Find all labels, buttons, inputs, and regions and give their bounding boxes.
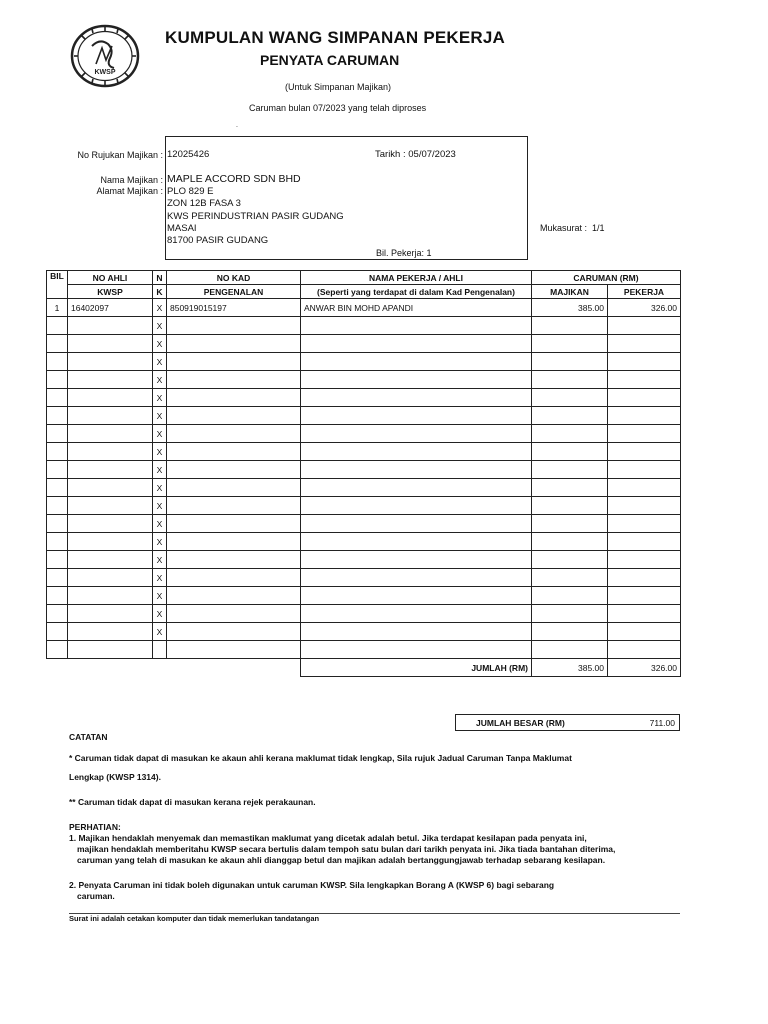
col-no-ahli: NO AHLI <box>68 271 153 285</box>
row-ic <box>167 443 301 461</box>
row-nk: X <box>153 515 167 533</box>
row-kwsp <box>68 551 153 569</box>
catatan-title: CATATAN <box>69 732 108 742</box>
row-name <box>301 389 532 407</box>
table-row <box>47 443 681 461</box>
row-bil <box>47 353 68 371</box>
row-nk: X <box>153 605 167 623</box>
row-name <box>301 605 532 623</box>
address-line: PLO 829 E <box>167 186 214 197</box>
catatan-note-1-cont: Lengkap (KWSP 1314). <box>69 772 161 782</box>
ref-value: 12025426 <box>167 149 210 160</box>
col-nama-note: (Seperti yang terdapat di dalam Kad Pengenalan) <box>301 285 532 299</box>
row-bil <box>47 371 68 389</box>
row-majikan <box>532 407 608 425</box>
perhatian-1: 1. Majikan hendaklah menyemak dan memastikan maklumat yang dicetak adalah betul. Jika terdapat kesilapan pada penyata ini, <box>69 833 587 843</box>
row-kwsp <box>68 389 153 407</box>
row-ic <box>167 551 301 569</box>
table-row <box>47 425 681 443</box>
row-kwsp <box>68 641 153 659</box>
kwsp-logo <box>70 24 140 88</box>
row-majikan <box>532 587 608 605</box>
row-ic <box>167 371 301 389</box>
col-caruman: CARUMAN (RM) <box>532 271 681 285</box>
employer-name: MAPLE ACCORD SDN BHD <box>167 173 301 185</box>
row-nk: X <box>153 587 167 605</box>
table-row <box>47 353 681 371</box>
row-ic <box>167 407 301 425</box>
row-kwsp <box>68 605 153 623</box>
address-line: KWS PERINDUSTRIAN PASIR GUDANG <box>167 210 344 222</box>
row-kwsp <box>68 623 153 641</box>
address-line: MASAI <box>167 222 197 234</box>
row-majikan <box>532 353 608 371</box>
row-nk: X <box>153 335 167 353</box>
row-majikan <box>532 443 608 461</box>
row-bil: 1 <box>47 299 68 317</box>
row-bil <box>47 389 68 407</box>
address-line: 81700 PASIR GUDANG <box>167 235 269 247</box>
row-majikan <box>532 335 608 353</box>
row-bil <box>47 605 68 623</box>
row-majikan <box>532 371 608 389</box>
date-field <box>375 149 456 160</box>
col-pekerja: PEKERJA <box>608 285 681 299</box>
row-pekerja <box>608 587 681 605</box>
row-pekerja: 326.00 <box>608 299 681 317</box>
row-pekerja <box>608 479 681 497</box>
row-name <box>301 335 532 353</box>
row-pekerja <box>608 605 681 623</box>
table-row <box>47 317 681 335</box>
worker-count-value: 1 <box>426 248 432 258</box>
row-bil <box>47 497 68 515</box>
table-row <box>47 389 681 407</box>
row-nk: X <box>153 299 167 317</box>
row-name <box>301 443 532 461</box>
table-row <box>47 407 681 425</box>
col-kwsp: KWSP <box>68 285 153 299</box>
row-pekerja <box>608 461 681 479</box>
row-pekerja <box>608 623 681 641</box>
worker-count-label: Bil. Pekerja: <box>376 248 425 258</box>
row-name <box>301 623 532 641</box>
col-nama: NAMA PEKERJA / AHLI <box>301 271 532 285</box>
row-name <box>301 407 532 425</box>
row-ic <box>167 389 301 407</box>
perhatian-1-cont: majikan hendaklah memberitahu KWSP secara bertulis dalam tempoh satu bulan dari tarikh penyata ini. Jika tiada bantahan diterima, <box>77 844 616 854</box>
row-kwsp <box>68 443 153 461</box>
row-kwsp <box>68 407 153 425</box>
row-ic <box>167 353 301 371</box>
row-bil <box>47 551 68 569</box>
perhatian-1-cont2: caruman yang telah di masukan ke akaun ahli dianggap betul dan majikan adalah bertanggungjawab terhadap sebarang kesilapan. <box>77 855 606 865</box>
row-pekerja <box>608 569 681 587</box>
table-row <box>47 479 681 497</box>
row-majikan <box>532 533 608 551</box>
row-ic <box>167 569 301 587</box>
header-row <box>47 271 681 285</box>
row-nk: X <box>153 551 167 569</box>
statement-subtitle: (Untuk Simpanan Majikan) <box>285 82 392 92</box>
table-row <box>47 551 681 569</box>
row-nk: X <box>153 443 167 461</box>
row-nk: X <box>153 497 167 515</box>
processed-note: Caruman bulan 07/2023 yang telah diproses <box>249 103 427 113</box>
row-pekerja <box>608 353 681 371</box>
row-kwsp <box>68 533 153 551</box>
row-bil <box>47 623 68 641</box>
table-row <box>47 605 681 623</box>
name-label: Nama Majikan : <box>100 175 163 185</box>
row-ic <box>167 623 301 641</box>
row-bil <box>47 407 68 425</box>
row-bil <box>47 587 68 605</box>
date-label: Tarikh : <box>375 149 406 160</box>
address-label: Alamat Majikan : <box>96 186 163 196</box>
row-nk: X <box>153 461 167 479</box>
row-name <box>301 317 532 335</box>
row-kwsp <box>68 317 153 335</box>
row-ic <box>167 335 301 353</box>
row-nk: X <box>153 353 167 371</box>
row-pekerja <box>608 515 681 533</box>
row-name <box>301 479 532 497</box>
row-bil <box>47 515 68 533</box>
perhatian-2-cont: caruman. <box>77 891 115 901</box>
row-ic <box>167 479 301 497</box>
row-majikan <box>532 515 608 533</box>
row-name <box>301 551 532 569</box>
row-name: ANWAR BIN MOHD APANDI <box>301 299 532 317</box>
table-row <box>47 515 681 533</box>
ref-label: No Rujukan Majikan : <box>77 150 163 160</box>
table-row <box>47 461 681 479</box>
row-bil <box>47 425 68 443</box>
row-name <box>301 515 532 533</box>
row-kwsp <box>68 497 153 515</box>
row-name <box>301 533 532 551</box>
row-kwsp <box>68 353 153 371</box>
row-kwsp <box>68 371 153 389</box>
row-bil <box>47 443 68 461</box>
total-pekerja: 326.00 <box>608 659 681 677</box>
row-nk: X <box>153 425 167 443</box>
row-ic <box>167 425 301 443</box>
row-nk: X <box>153 623 167 641</box>
col-majikan: MAJIKAN <box>532 285 608 299</box>
row-bil <box>47 569 68 587</box>
row-bil <box>47 641 68 659</box>
svg-text:KWSP: KWSP <box>94 69 116 76</box>
page-value: 1/1 <box>592 223 605 233</box>
row-pekerja <box>608 533 681 551</box>
row-name <box>301 353 532 371</box>
row-pekerja <box>608 317 681 335</box>
row-name <box>301 569 532 587</box>
row-ic: 850919015197 <box>167 299 301 317</box>
organization-name: KUMPULAN WANG SIMPANAN PEKERJA <box>165 28 506 47</box>
row-ic <box>167 317 301 335</box>
row-majikan <box>532 605 608 623</box>
row-bil <box>47 335 68 353</box>
catatan-note-2: ** Caruman tidak dapat di masukan kerana rejek perakaunan. <box>69 797 316 807</box>
notes-section <box>69 730 709 902</box>
row-majikan <box>532 551 608 569</box>
row-nk: X <box>153 569 167 587</box>
row-kwsp <box>68 425 153 443</box>
total-row <box>47 659 681 677</box>
row-ic <box>167 515 301 533</box>
stray-mark: . <box>236 122 238 129</box>
row-pekerja <box>608 425 681 443</box>
row-majikan <box>532 389 608 407</box>
row-ic <box>167 533 301 551</box>
total-label: JUMLAH (RM) <box>301 659 532 677</box>
employer-address <box>167 186 344 247</box>
row-nk: X <box>153 479 167 497</box>
table-row <box>47 641 681 659</box>
col-nk: N <box>153 271 167 285</box>
table-row <box>47 335 681 353</box>
col-bil: BIL <box>47 271 68 299</box>
row-pekerja <box>608 443 681 461</box>
row-pekerja <box>608 335 681 353</box>
row-kwsp <box>68 587 153 605</box>
row-nk: X <box>153 389 167 407</box>
row-kwsp: 16402097 <box>68 299 153 317</box>
col-pengenalan: PENGENALAN <box>167 285 301 299</box>
table-row <box>47 497 681 515</box>
row-pekerja <box>608 407 681 425</box>
row-ic <box>167 497 301 515</box>
row-pekerja <box>608 497 681 515</box>
table-row <box>47 533 681 551</box>
row-majikan <box>532 461 608 479</box>
address-line: ZON 12B FASA 3 <box>167 198 241 210</box>
row-ic <box>167 605 301 623</box>
row-kwsp <box>68 569 153 587</box>
row-name <box>301 641 532 659</box>
table-row <box>47 371 681 389</box>
row-majikan <box>532 641 608 659</box>
table-row <box>47 623 681 641</box>
row-bil <box>47 317 68 335</box>
row-majikan <box>532 569 608 587</box>
header-row <box>47 285 681 299</box>
row-nk <box>153 641 167 659</box>
statement-title: PENYATA CARUMAN <box>260 52 400 68</box>
table-row <box>47 569 681 587</box>
row-majikan <box>532 425 608 443</box>
grand-total-box <box>455 714 680 731</box>
row-kwsp <box>68 479 153 497</box>
row-kwsp <box>68 461 153 479</box>
row-nk: X <box>153 371 167 389</box>
row-majikan <box>532 497 608 515</box>
row-ic <box>167 587 301 605</box>
row-name <box>301 587 532 605</box>
row-pekerja <box>608 551 681 569</box>
row-majikan <box>532 623 608 641</box>
footer-note: Surat ini adalah cetakan komputer dan tidak memerlukan tandatangan <box>69 914 320 923</box>
row-name <box>301 425 532 443</box>
row-name <box>301 497 532 515</box>
row-nk: X <box>153 317 167 335</box>
row-pekerja <box>608 389 681 407</box>
page-label: Mukasurat : <box>540 223 588 233</box>
row-majikan <box>532 479 608 497</box>
row-bil <box>47 533 68 551</box>
col-k: K <box>153 285 167 299</box>
grand-total-label: JUMLAH BESAR (RM) <box>476 718 565 728</box>
row-kwsp <box>68 515 153 533</box>
date-value: 05/07/2023 <box>408 149 456 160</box>
worker-count <box>376 248 432 258</box>
perhatian-2: 2. Penyata Caruman ini tidak boleh digunakan untuk caruman KWSP. Sila lengkapkan Borang A (KWSP 6) bagi sebarang <box>69 880 555 890</box>
row-name <box>301 371 532 389</box>
row-ic <box>167 461 301 479</box>
contribution-table <box>46 270 681 677</box>
grand-total-value: 711.00 <box>649 718 675 728</box>
row-nk: X <box>153 407 167 425</box>
col-no-kad: NO KAD <box>167 271 301 285</box>
row-majikan: 385.00 <box>532 299 608 317</box>
row-nk: X <box>153 533 167 551</box>
row-name <box>301 461 532 479</box>
row-majikan <box>532 317 608 335</box>
table-row <box>47 299 681 317</box>
row-ic <box>167 641 301 659</box>
catatan-note-1: * Caruman tidak dapat di masukan ke akaun ahli kerana maklumat tidak lengkap, Sila rujuk Jadual Caruman Tanpa Maklumat <box>69 753 572 763</box>
row-bil <box>47 479 68 497</box>
page-number <box>540 223 605 233</box>
table-row <box>47 587 681 605</box>
perhatian-title: PERHATIAN: <box>69 822 121 832</box>
row-pekerja <box>608 371 681 389</box>
total-majikan: 385.00 <box>532 659 608 677</box>
row-bil <box>47 461 68 479</box>
row-pekerja <box>608 641 681 659</box>
row-kwsp <box>68 335 153 353</box>
